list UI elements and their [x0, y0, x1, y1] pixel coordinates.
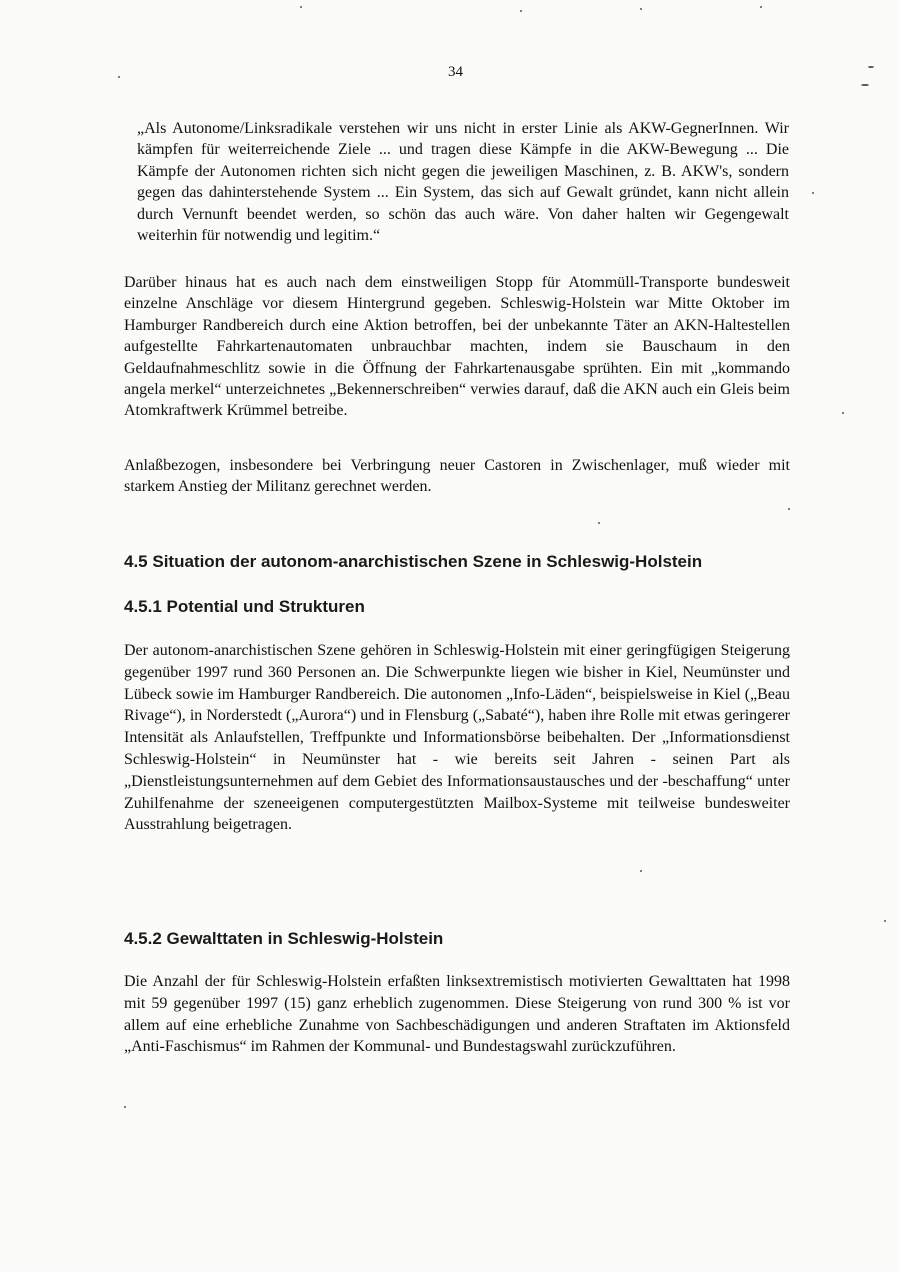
scan-speck [812, 192, 814, 194]
scan-speck [788, 508, 790, 510]
scan-speck [118, 76, 120, 78]
scan-speck [861, 84, 869, 86]
scan-speck [124, 1106, 126, 1108]
section-heading-4-5-1: 4.5.1 Potential und Strukturen [124, 597, 365, 616]
scan-speck [884, 920, 886, 922]
section-heading-4-5-2: 4.5.2 Gewalttaten in Schleswig-Holstein [124, 929, 444, 948]
scan-speck [598, 522, 600, 524]
page-number: 34 [448, 64, 463, 80]
paragraph-militanz: Anlaßbezogen, insbesondere bei Verbringung neuer Castoren in Zwischenlager, muß wieder mit starkem Anstieg der Militanz gerechnet werden. [124, 457, 790, 496]
paragraph-gewalttaten: Die Anzahl der für Schleswig-Holstein erfaßten linksextremistisch motivierten Gewalttaten hat 1998 mit 59 gegenüber 1997 (15) ganz erheblich zugenommen. Diese Steigerung von rund 300 % ist vor allem auf eine erhebliche Zunahme von Sachbeschädigungen und anderen Straftaten im Aktionsfeld „Anti-Faschismus“ im Rahmen der Kommunal- und Bundestagswahl zurückzuführen. [124, 973, 790, 1056]
scan-speck [760, 6, 762, 8]
paragraph-potential: Der autonom-anarchistischen Szene gehören in Schleswig-Holstein mit einer geringfügigen Steigerung gegenüber 1997 rund 360 Personen an. Die Schwerpunkte liegen wie bisher in Kiel, Neumünster und Lübeck sowie im Hamburger Randbereich. Die autonomen „Info-Läden“, beispielsweise in Kiel („Beau Rivage“), in Norderstedt („Aurora“) und in Flensburg („Sabaté“), haben ihre Rolle mit etwas geringerer Intensität als Anlaufstellen, Treffpunkte und Informationsbörse beibehalten. Der „Informationsdienst Schleswig-Holstein“ in Neumünster hat - wie bereits seit Jahren - seinen Part als „Dienstleistungsunternehmen auf dem Gebiet des Informationsaustausches und der -beschaffung“ unter Zuhilfenahme der szeneeigenen computergestützten Mailbox-Systeme mit teilweise bundesweiter Ausstrahlung beigetragen. [124, 642, 790, 834]
paragraph-atommuell-transporte: Darüber hinaus hat es auch nach dem einstweiligen Stopp für Atommüll-Transporte bundesweit einzelne Anschläge vor diesem Hintergrund gegeben. Schleswig-Holstein war Mitte Oktober im Hamburger Randbereich durch eine Aktion betroffen, bei der unbekannte Täter an AKN-Haltestellen aufgestellte Fahrkartenautomaten unbrauchbar machten, indem sie Bauschaum in den Geldaufnahmeschlitz sowie in die Öffnung der Fahrkartenausgabe sprühten. Ein mit „kommando angela merkel“ unterzeichnetes „Bekennerschreiben“ verwies darauf, daß die AKN auch ein Gleis beim Atomkraftwerk Krümmel betreibe. [124, 274, 790, 420]
scan-speck [640, 8, 642, 10]
scan-speck [842, 412, 844, 414]
scan-speck [520, 10, 522, 12]
scan-speck [300, 6, 302, 8]
scan-speck [640, 870, 642, 872]
block-quote: „Als Autonome/Linksradikale verstehen wir uns nicht in erster Linie als AKW-GegnerInnen. Wir kämpfen für weiterreichende Ziele ... und tragen diese Kämpfe in die AKW-Bewegung ... Die Kämpfe der Autonomen richten sich nicht gegen die jeweiligen Maschinen, z. B. AKW's, sondern gegen das dahinterstehende System ... Ein System, das sich auf Gewalt gründet, kann nicht allein durch Vernunft beendet werden, so schön das auch wäre. Von daher halten wir Gegengewalt weiterhin für notwendig und legitim.“ [137, 120, 789, 245]
scan-speck [868, 66, 874, 68]
section-heading-4-5: 4.5 Situation der autonom-anarchistischen Szene in Schleswig-Holstein [124, 552, 703, 571]
